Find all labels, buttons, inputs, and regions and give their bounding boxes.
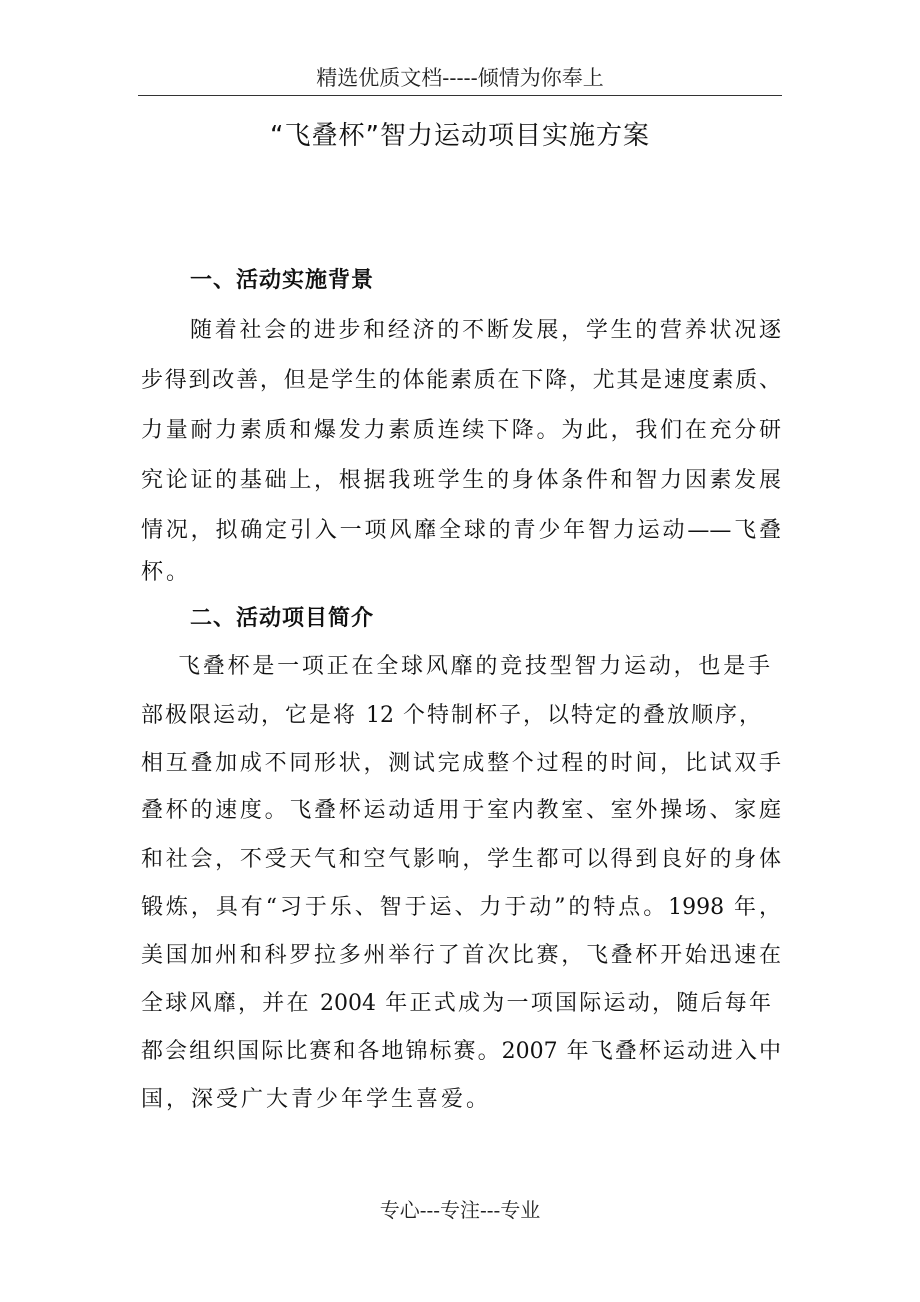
document-title: “飞叠杯”智力运动项目实施方案 xyxy=(270,121,650,151)
section-2-line: 部极限运动，它是将 12 个特制杯子，以特定的叠放顺序， xyxy=(141,703,761,728)
section-2-line: 飞叠杯是一项正在全球风靡的竞技型智力运动，也是手 xyxy=(178,654,770,679)
page-header: 精选优质文档-----倾情为你奉上 xyxy=(316,66,604,90)
section-2-line: 国，深受广大青少年学生喜爱。 xyxy=(141,1087,492,1112)
section-2-line: 和社会，不受天气和空气影响，学生都可以得到良好的身体 xyxy=(141,847,781,872)
section-1-line: 力量耐力素质和爆发力素质连续下降。为此，我们在充分研 xyxy=(141,418,781,443)
section-1-line: 究论证的基础上，根据我班学生的身体条件和智力因素发展 xyxy=(141,468,781,493)
section-2-line: 都会组织国际比赛和各地锦标赛。2007 年飞叠杯运动进入中 xyxy=(141,1039,781,1064)
section-2-heading: 二、活动项目简介 xyxy=(190,606,375,631)
section-1-line: 杯。 xyxy=(141,560,192,585)
page-footer: 专心---专注---专业 xyxy=(379,1198,541,1222)
header-divider xyxy=(138,95,782,96)
section-2-line: 锻炼，具有“习于乐、智于运、力于动”的特点。1998 年， xyxy=(141,895,781,920)
section-2-line: 全球风靡，并在 2004 年正式成为一项国际运动，随后每年 xyxy=(141,991,771,1016)
section-2-line: 叠杯的速度。飞叠杯运动适用于室内教室、室外操场、家庭 xyxy=(141,798,781,823)
section-1-line: 步得到改善，但是学生的体能素质在下降，尤其是速度素质、 xyxy=(141,368,781,393)
section-1-line: 情况，拟确定引入一项风靡全球的青少年智力运动——飞叠 xyxy=(141,518,781,543)
section-2-line: 美国加州和科罗拉多州举行了首次比赛，飞叠杯开始迅速在 xyxy=(141,943,781,968)
section-1-heading: 一、活动实施背景 xyxy=(190,268,375,293)
section-1-line: 随着社会的进步和经济的不断发展，学生的营养状况逐 xyxy=(190,318,781,343)
section-2-line: 相互叠加成不同形状，测试完成整个过程的时间，比试双手 xyxy=(141,751,781,776)
